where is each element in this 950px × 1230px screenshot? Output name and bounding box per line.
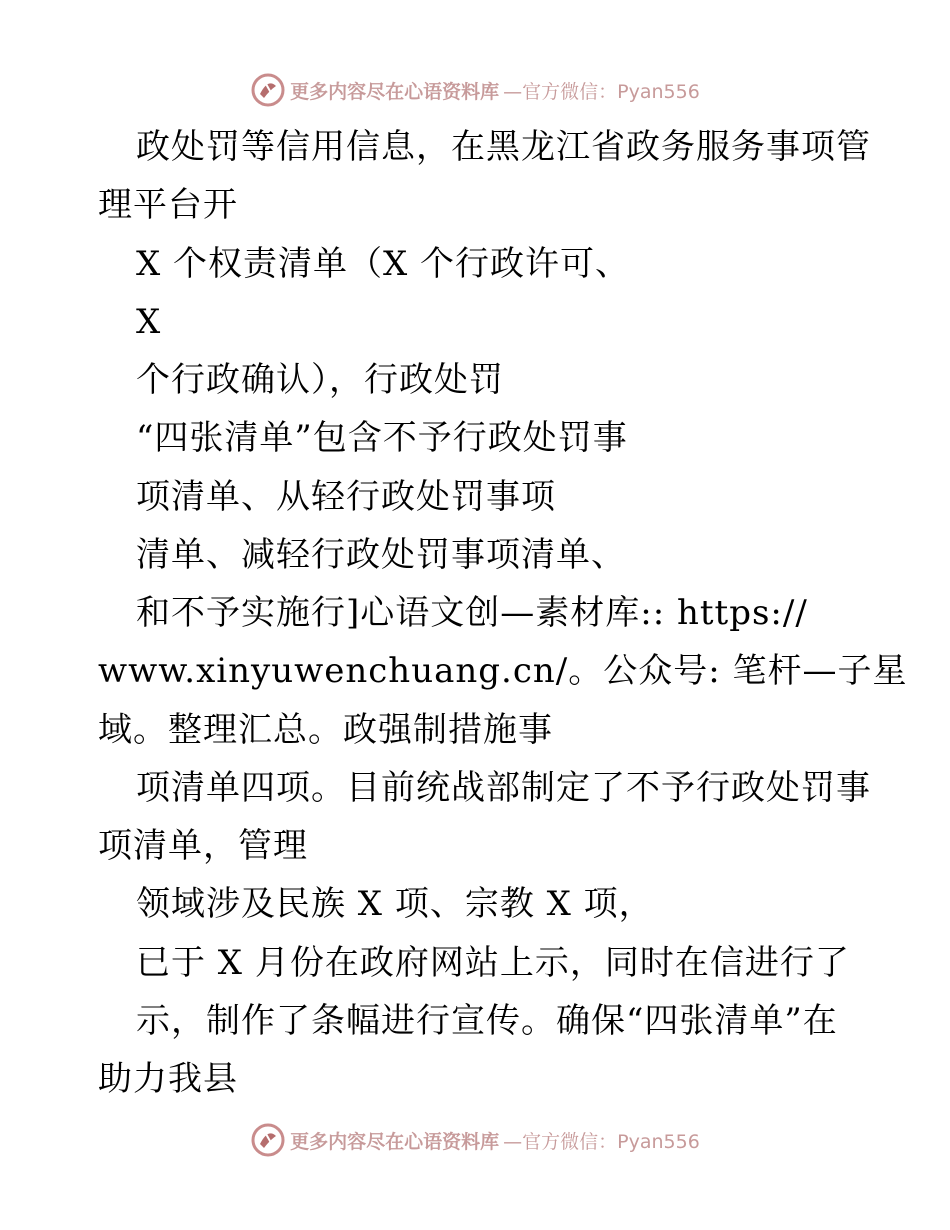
body-line: 理平台开 xyxy=(98,185,238,225)
body-line: 项清单，管理 xyxy=(98,826,308,866)
body-line: 和不予实施行]心语文创—素材库:: https:// xyxy=(136,593,808,633)
banner-sub-text: —官方微信：Pyan556 xyxy=(503,1130,700,1153)
body-line: 示，制作了条幅进行宣传。确保“四张清单”在 xyxy=(136,1001,838,1041)
banner-main-text: 更多内容尽在心语资料库 xyxy=(290,1130,500,1153)
footer-banner xyxy=(0,1120,950,1160)
body-line: “四张清单”包含不予行政处罚事 xyxy=(136,418,628,458)
body-line: X 个权责清单（X 个行政许可、 xyxy=(136,244,631,284)
body-line: 政处罚等信用信息，在黑龙江省政务服务事项管 xyxy=(136,127,871,167)
body-line: 领域涉及民族 X 项、宗教 X 项， xyxy=(136,884,654,924)
swirl-logo-icon xyxy=(250,1122,286,1158)
body-line: 个行政确认），行政处罚 xyxy=(136,360,504,400)
header-banner xyxy=(0,70,950,110)
banner-main-text: 更多内容尽在心语资料库 xyxy=(290,80,500,103)
body-line: X xyxy=(136,302,162,342)
body-line: 项清单四项。目前统战部制定了不予行政处罚事 xyxy=(136,768,871,808)
swirl-logo-icon xyxy=(250,72,286,108)
body-line: 域。整理汇总。政强制措施事 xyxy=(98,710,553,750)
body-line: 助力我县 xyxy=(98,1059,238,1099)
body-line: 已于 X 月份在政府网站上示，同时在信进行了 xyxy=(136,943,850,983)
body-line: 项清单、从轻行政处罚事项 xyxy=(136,477,556,517)
body-line: www.xinyuwenchuang.cn/。公众号: 笔杆—子星 xyxy=(98,651,908,691)
banner-sub-text: —官方微信：Pyan556 xyxy=(503,80,700,103)
body-line: 清单、减轻行政处罚事项清单、 xyxy=(136,535,626,575)
